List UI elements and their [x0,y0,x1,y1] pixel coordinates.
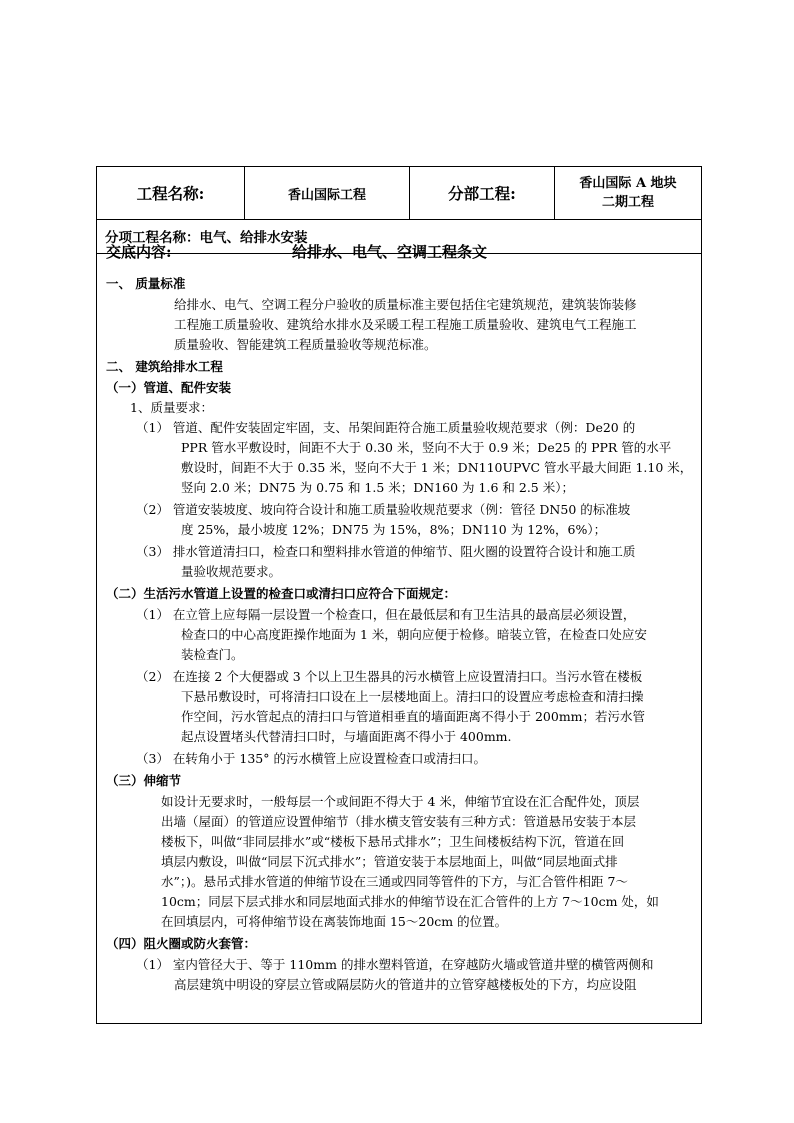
paragraph-line: 工程施工质量验收、建筑给水排水及采暖工程工程施工质量验收、建筑电气工程施工 [174,317,637,332]
section-heading: （二）生活污水管道上设置的检查口或清扫口应符合下面规定： [106,586,457,601]
paragraph-line: 敷设时，间距不大于 0.35 米，竖向不大于 1 米；DN110UPVC 管水平最大间距 1.10 米， [181,460,693,475]
section-heading: （一）管道、配件安装 [106,380,232,395]
paragraph-line: 水”；)。悬吊式排水管道的伸缩节设在三通或四同等管件的下方，与汇合管件相距 7～ [161,874,628,889]
paragraph-line: （3） 排水管道清扫口，检查口和塑料排水管道的伸缩节、阻火圈的设置符合设计和施工质 [136,544,636,559]
paragraph-line: 填层内敷设，叫做“同层下沉式排水”；管道安装于本层地面上，叫做“同层地面式排 [161,854,618,869]
project-name-value: 香山国际工程 [245,167,410,219]
section-heading: 二、 建筑给排水工程 [106,359,223,374]
paragraph-line: 质量验收、智能建筑工程质量验收等规范标准。 [174,337,437,352]
division-value-line2: 二期工程 [601,195,654,210]
division-value-line1: 香山国际 A 地块 [579,176,677,191]
section-heading: （四）阻火圈或防火套管： [106,936,257,951]
paragraph-line: 高层建筑中明设的穿层立管或隔层防火的管道井的立管穿越楼板处的下方，均应设阻 [174,977,637,992]
content-body [97,243,701,1023]
paragraph-line: PPR 管水平敷设时，间距不大于 0.30 米，竖向不大于 0.9 米；De25 的 PPR 管的水平 [181,440,672,455]
paragraph-line: 度 25%，最小坡度 12%；DN75 为 15%，8%；DN110 为 12%，6%）； [181,522,607,537]
paragraph-line: （1） 在立管上应每隔一层设置一个检查口，但在最低层和有卫生洁具的最高层必须设置， [136,607,636,622]
paragraph-line: 量验收规范要求。 [181,564,282,579]
paragraph-line: 在回填层内，可将伸缩节设在离装饰地面 15～20cm 的位置。 [161,914,508,929]
paragraph-line: 作空间，污水管起点的清扫口与管道相垂直的墙面距离不得小于 200mm；若污水管 [181,709,646,724]
paragraph-line: （1） 室内管径大于、等于 110mm 的排水塑料管道，在穿越防火墙或管道井壁的横管两侧和 [136,957,654,972]
paragraph-line: 1、质量要求： [130,400,213,415]
document-table [96,166,702,1024]
section-heading: （三）伸缩节 [106,773,182,788]
paragraph-line: （2） 在连接 2 个大便器或 3 个以上卫生器具的污水横管上应设置清扫口。当污水管在楼板 [136,669,643,684]
paragraph-line: 装检查门。 [181,647,244,662]
division-label: 分部工程: [410,167,555,219]
paragraph-line: （2） 管道安装坡度、坡向符合设计和施工质量验收规范要求（例：管径 DN50 的标准坡 [136,502,631,517]
content-lines [97,268,701,1008]
paragraph-line: 出墙（屋面）的管道应设置伸缩节（排水横支管安装有三种方式：管道悬吊安装于本层 [161,814,637,829]
paragraph-line: 竖向 2.0 米；DN75 为 0.75 和 1.5 米；DN160 为 1.6 和 2.5 米）； [181,480,574,495]
header-row [97,167,701,220]
paragraph-line: （3） 在转角小于 135° 的污水横管上应设置检查口或清扫口。 [136,751,486,766]
paragraph-line: 给排水、电气、空调工程分户验收的质量标准主要包括住宅建筑规范，建筑装饰装修 [174,297,637,312]
paragraph-line: 下悬吊敷设时，可将清扫口设在上一层楼地面上。清扫口的设置应考虑检查和清扫操 [181,689,644,704]
paragraph-line: 10cm；同层下层式排水和同层地面式排水的伸缩节设在汇合管件的上方 7～10cm 处，如 [161,894,659,909]
content-title: 给排水、电气、空调工程条文 [292,243,488,261]
project-name-label: 工程名称: [97,167,245,219]
paragraph-line: 楼板下，叫做“非同层排水”或“楼板下悬吊式排水”；卫生间楼板结构下沉，管道在回 [161,834,625,849]
subproject-name: 分项工程名称：电气、给排水安装 [105,230,308,246]
paragraph-line: 起点设置堵头代替清扫口时，与墙面距离不得小于 400mm. [181,729,512,744]
section-heading: 一、 质量标准 [106,276,186,291]
paragraph-line: 检查口的中心高度距操作地面为 1 米，朝向应便于检修。暗装立管，在检查口处应安 [181,627,647,642]
paragraph-line: 如设计无要求时，一般每层一个或间距不得大于 4 米，伸缩节宜设在汇合配件处，顶层 [161,794,640,809]
content-label: 交底内容: [106,243,172,261]
paragraph-line: （1） 管道、配件安装固定牢固，支、吊架间距符合施工质量验收规范要求（例：De20 的 [136,420,636,435]
division-value [555,167,701,219]
